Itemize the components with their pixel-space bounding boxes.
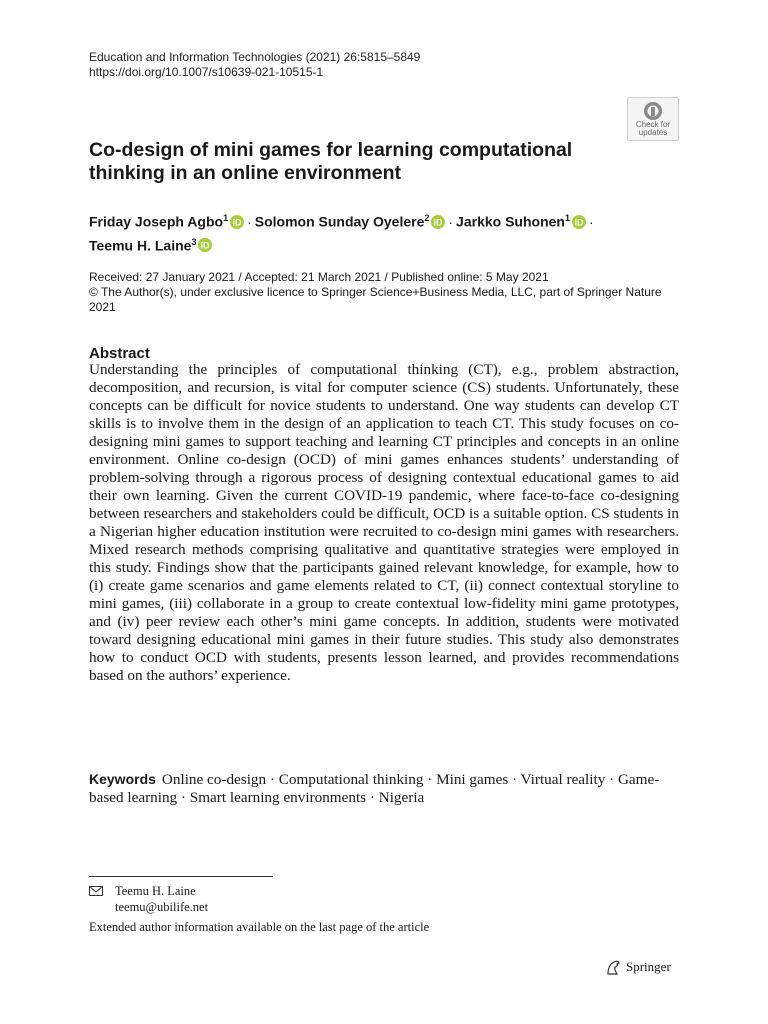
author-affiliation: 1: [223, 213, 229, 223]
check-updates-icon: [643, 101, 663, 121]
orcid-icon[interactable]: [230, 215, 244, 229]
orcid-icon[interactable]: [431, 215, 445, 229]
badge-line2: updates: [638, 128, 668, 137]
article-title: Co-design of mini games for learning computational thinking in an online environment: [89, 139, 573, 184]
received-accepted-published: Received: 27 January 2021 / Accepted: 21 March 2021 / Published online: 5 May 2021: [89, 270, 549, 284]
author-name: Jarkko Suhonen: [456, 213, 565, 230]
publication-dates: [89, 270, 689, 315]
corresponding-author: [89, 883, 208, 915]
author-affiliation: 1: [564, 213, 570, 223]
author-list: [89, 208, 669, 255]
extended-author-info: Extended author information available on the last page of the article: [89, 920, 430, 934]
journal-header: [89, 50, 420, 80]
abstract-text: Understanding the principles of computational thinking (CT), e.g., problem abstraction, decomposition, and recursion, is vital for computer science (CS) students. Unfortunately, these concepts can be difficult for novice students to understand. One way students can develop CT skills is to involve them in the design of an application to teach CT. This study focuses on co-designing mini games to support teaching and learning CT principles and concepts in an online environment. Online co-design (OCD) of mini games enhances students’ understanding of problem-solving through a rigorous process of designing contextual educational games to aid their own learning. Given the current COVID-19 pandemic, where face-to-face co-designing between researchers and stakeholders could be difficult, OCD is a suitable option. CS students in a Nigerian higher education institution were recruited to co-design mini games with researchers. Mixed research methods comprising qualitative and quantitative strategies were employed in this study. Findings show that the participants gained relevant knowledge, for example, how to (i) create game scenarios and game elements related to CT, (ii) connect contextual storyline to mini games, (iii) collaborate in a group to create contextual low-fidelity mini game prototypes, and (iv) peer review each other’s mini game concepts. In addition, students were motivated toward designing educational mini games in their future studies. This study also demonstrates how to conduct OCD with students, presents lesson learned, and provides recommendations based on the authors’ experience.: [89, 361, 679, 684]
footnote-divider: [89, 876, 273, 877]
orcid-icon[interactable]: [198, 238, 212, 252]
author-name: Friday Joseph Agbo: [89, 213, 224, 230]
springer-horse-icon: [604, 958, 622, 976]
corresponding-author-email[interactable]: teemu@ubilife.net: [115, 900, 209, 914]
check-for-updates-badge[interactable]: [627, 97, 679, 141]
keywords: [89, 770, 679, 807]
doi-link[interactable]: https://doi.org/10.1007/s10639-021-10515-1: [89, 65, 324, 79]
orcid-icon[interactable]: [572, 215, 586, 229]
author-separator: ·: [448, 213, 454, 230]
svg-text:iD: iD: [574, 217, 584, 228]
author-name: Solomon Sunday Oyelere: [254, 213, 425, 230]
author-separator: ·: [247, 213, 252, 230]
keywords-text: Online co-design · Computational thinking · Mini games · Virtual reality · Game-based learning · Smart learning environments · Nigeria: [89, 771, 660, 806]
corresponding-author-name: Teemu H. Laine: [115, 884, 196, 898]
author-name: Teemu H. Laine: [89, 237, 192, 254]
badge-line1: Check for: [635, 120, 671, 129]
copyright-notice: © The Author(s), under exclusive licence to Springer Science+Business Media, LLC, part of Springer Nature 2021: [89, 285, 662, 314]
publisher-logo: [604, 958, 671, 976]
svg-text:iD: iD: [433, 217, 443, 228]
envelope-icon: [89, 886, 105, 896]
keywords-label: Keywords: [89, 771, 156, 787]
author-affiliation: 3: [191, 236, 197, 247]
author-affiliation: 2: [424, 213, 430, 223]
journal-citation: Education and Information Technologies (2021) 26:5815–5849: [89, 50, 421, 64]
svg-text:iD: iD: [232, 217, 242, 228]
publisher-name: Springer: [626, 959, 671, 974]
abstract-heading: Abstract: [89, 345, 150, 362]
svg-text:iD: iD: [200, 240, 210, 251]
author-separator: ·: [588, 213, 594, 230]
